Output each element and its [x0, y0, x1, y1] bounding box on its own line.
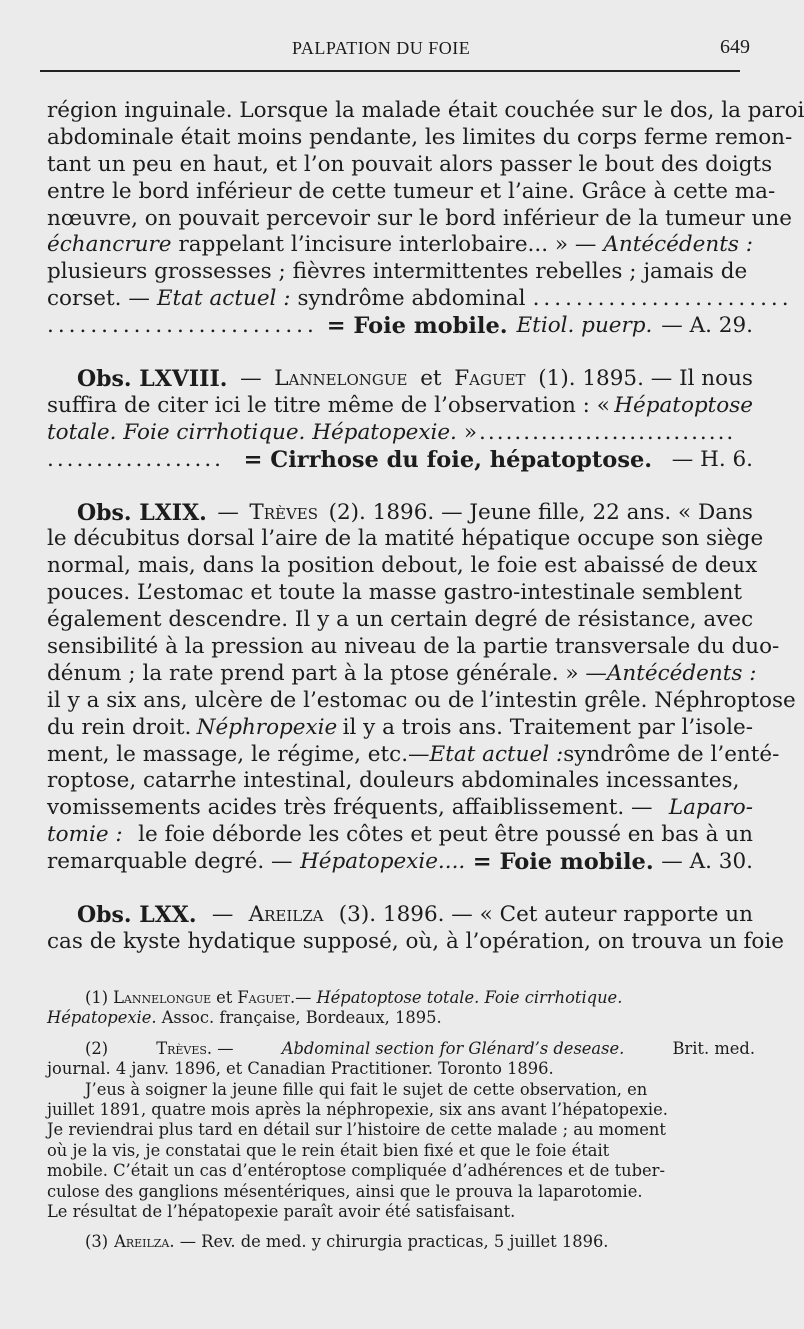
text-line: également descendre. Il y a un certain degré de résistance, avec: [47, 607, 754, 633]
text-segment: [156, 1039, 233, 1059]
text-line: nœuvre, on pouvait percevoir sur le bord inférieur de la tumeur une: [47, 205, 792, 231]
text-segment: .—: [290, 988, 312, 1007]
text-line: [47, 500, 753, 527]
italic-term: Hépatoptose: [614, 392, 753, 418]
text-segment: —: [211, 902, 234, 928]
observation-heading: Obs. LXVIII.: [77, 366, 228, 393]
reference-code: — H. 6.: [671, 446, 753, 472]
text-line: plusieurs grossesses ; fièvres intermittentes rebelles ; jamais de: [47, 259, 748, 285]
italic-term: Hépatopexie....: [300, 849, 466, 875]
text-segment: le foie déborde les côtes et peut être poussé en bas à un: [138, 822, 753, 848]
text-segment: [114, 1232, 608, 1252]
main-text: [47, 98, 804, 956]
footnote-line: [47, 1039, 755, 1059]
dot-leader: .........................: [47, 313, 318, 339]
text-line: [47, 741, 780, 769]
author-name: Lannelongue: [274, 366, 408, 392]
author-name: Areilza: [248, 902, 324, 928]
text-segment: —: [240, 366, 262, 392]
text-line: région inguinale. Lorsque la malade était couchée sur le dos, la paroi: [47, 98, 804, 123]
footnotes: [47, 988, 755, 1253]
footnote-line: où je la vis, je constatai que le rein était bien fixé et que le foie était: [47, 1140, 610, 1160]
text-segment: remarquable degré. —: [47, 849, 293, 875]
diagnosis: = Cirrhose du foie, hépatoptose.: [243, 446, 653, 473]
text-line: [47, 420, 753, 447]
text-line: pouces. L’estomac et toute la masse gastro-intestinale semblent: [47, 580, 743, 606]
footnote-line: [47, 1008, 755, 1028]
text-line: tant un peu en haut, et l’on pouvait alors passer le bout des doigts: [47, 151, 773, 177]
reference-code: — A. 30.: [661, 849, 753, 875]
footnote-2: [47, 1039, 755, 1223]
text-segment: syndrôme de l’enté-: [563, 741, 780, 767]
italic-term: Laparo-: [668, 795, 753, 821]
footnote-line: J’eus à soigner la jeune fille qui fait le sujet de cette observation, en: [85, 1079, 648, 1099]
text-segment: corset. —: [47, 286, 150, 312]
footnote-line: mobile. C’était un cas d’entéroptose compliquée d’adhérences et de tuber-: [47, 1161, 665, 1181]
text-line: [47, 232, 753, 259]
text-segment: rappelant l’incisure interlobaire... » —: [178, 232, 597, 258]
text-line: il y a six ans, ulcère de l’estomac ou de l’intestin grêle. Néphroptose: [47, 687, 796, 713]
diagnosis: = Foie mobile.: [326, 313, 508, 340]
observation-lxix: [47, 499, 796, 876]
text-line: [47, 393, 753, 420]
text-segment: dénum ; la rate prend part à la ptose générale. » —: [47, 660, 607, 686]
text-line: le décubitus dorsal l’aire de la matité hépatique occupe son siège: [47, 526, 764, 552]
paragraph-continuation: [47, 98, 804, 340]
footnote-line: culose des ganglions mésentériques, ainsi que le prouva la laparotomie.: [47, 1181, 643, 1201]
italic-term: tomie :: [47, 822, 123, 848]
text-line: roptose, catarrhe intestinal, douleurs abdominales incessantes,: [47, 768, 740, 794]
italic-term: Etiol. puerp.: [516, 313, 653, 339]
footnote-line: Je reviendrai plus tard en détail sur l’histoire de cette malade ; au moment: [47, 1120, 666, 1140]
text-segment: —: [217, 499, 239, 525]
running-head: [0, 34, 800, 64]
text-line: [47, 286, 793, 313]
italic-term: Antécédents :: [606, 660, 757, 686]
text-segment: . — Rev. de med. y chirurgia practicas, 5 juillet 1896.: [169, 1232, 609, 1252]
dot-leader: ».............................: [463, 419, 736, 445]
text-segment: et: [216, 988, 233, 1007]
italic-term: Etat actuel :: [156, 286, 291, 312]
author-name: Faguet: [237, 988, 290, 1007]
author-name: Faguet: [454, 366, 526, 392]
italic-term: totale. Foie cirrhotique. Hépatopexie.: [47, 419, 457, 445]
text-line: abdominale était moins pendante, les limites du corps ferme remon-: [47, 124, 793, 150]
text-line: [47, 660, 757, 688]
dot-leader: ........................: [532, 286, 793, 312]
text-line: [47, 849, 753, 876]
text-segment: syndrôme abdominal: [297, 286, 526, 312]
text-line: [47, 447, 753, 474]
text-line: [47, 902, 753, 929]
text-segment: (2). 1896. — Jeune fille, 22 ans. « Dans: [328, 499, 753, 525]
text-line: entre le bord inférieur de cette tumeur et l’aine. Grâce à cette ma-: [47, 178, 776, 204]
text-line: [47, 822, 753, 849]
footnote-line: [47, 988, 755, 1008]
footnote-line: juillet 1891, quatre mois après la néphropexie, six ans avant l’hépatopexie.: [47, 1099, 668, 1119]
italic-term: Abdominal section for Glénard’s desease.: [281, 1038, 625, 1058]
author-name: Trèves: [249, 499, 319, 525]
footnote-marker: (3): [85, 1232, 109, 1252]
author-name: Lannelongue: [113, 988, 212, 1007]
text-segment: (3). 1896. — « Cet auteur rapporte un: [338, 902, 753, 928]
text-line: cas de kyste hydatique supposé, où, à l’opération, on trouva un foie: [47, 928, 784, 954]
footnote-1: [47, 988, 755, 1029]
italic-term: Etat actuel :: [429, 741, 564, 767]
dot-leader: ..................: [47, 446, 225, 472]
italic-term: Néphropexie: [196, 714, 338, 740]
reference-code: — A. 29.: [661, 313, 753, 339]
text-segment: vomissements acides très fréquents, affaiblissement. —: [47, 795, 653, 821]
page-number: 649: [720, 36, 750, 58]
footnote-line: journal. 4 janv. 1896, et Canadian Practitioner. Toronto 1896.: [47, 1059, 554, 1079]
observation-heading: Obs. LXX.: [77, 902, 197, 929]
text-line: normal, mais, dans la position debout, le foie est abaissé de deux: [47, 553, 758, 579]
text-segment: il y a trois ans. Traitement par l’isole-: [342, 714, 753, 740]
text-line: [47, 313, 753, 340]
observation-lxx: [47, 902, 784, 956]
italic-term: Antécédents :: [603, 232, 753, 258]
text-line: sensibilité à la pression au niveau de la partie transversale du duo-: [47, 634, 780, 660]
footnote-line: [47, 1232, 755, 1252]
text-line: [47, 795, 753, 822]
observation-lxviii: [47, 366, 753, 474]
text-segment: du rein droit.: [47, 714, 192, 740]
italic-term: échancrure: [47, 232, 172, 258]
text-segment: Assoc. française, Bordeaux, 1895.: [161, 1008, 442, 1028]
footnote-marker: (2): [85, 1038, 109, 1058]
footnote-3: [47, 1232, 755, 1252]
text-segment: ment, le massage, le régime, etc.—: [47, 741, 430, 767]
diagnosis: = Foie mobile.: [472, 849, 654, 876]
author-name: Areilza: [114, 1232, 170, 1252]
text-segment: Brit. med.: [672, 1038, 755, 1058]
running-title: PALPATION DU FOIE: [292, 38, 471, 58]
italic-term: Hépatoptose totale. Foie cirrhotique.: [316, 988, 623, 1007]
italic-term: Hépatopexie.: [47, 1008, 157, 1028]
author-name: Trèves: [156, 1038, 207, 1058]
text-segment: et: [420, 366, 442, 392]
text-segment: suffira de citer ici le titre même de l’observation : «: [47, 392, 610, 418]
text-segment: . —: [206, 1038, 234, 1058]
header-rule: [40, 70, 740, 72]
text-line: [47, 715, 753, 742]
footnote-line: Le résultat de l’hépatopexie paraît avoir été satisfaisant.: [47, 1201, 516, 1221]
text-segment: (1). 1895. — Il nous: [538, 366, 753, 392]
footnote-marker: (1): [85, 988, 109, 1007]
observation-heading: Obs. LXIX.: [77, 499, 207, 526]
text-line: [47, 366, 753, 393]
